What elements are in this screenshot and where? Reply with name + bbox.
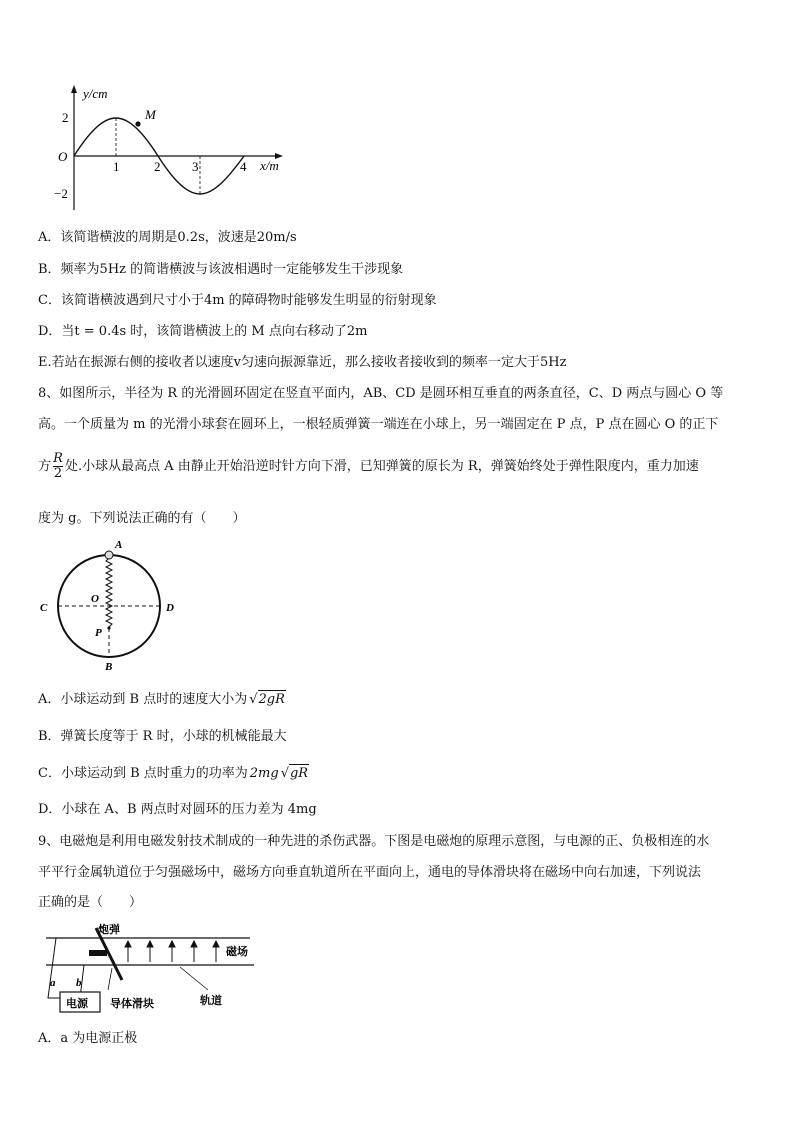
q8-stem-line4: 度为 g。下列说法正确的有（ ） [38, 511, 246, 526]
wire-a-label: a [50, 977, 56, 989]
q7-option-a: A．该简谐横波的周期是0.2s，波速是20m/s [38, 230, 297, 245]
q8-line3-rest: 处.小球从最高点 A 由静止开始沿逆时针方向下滑，已知弹簧的原长为 R，弹簧始终处于弹性限度内，重力加速 [65, 458, 699, 474]
q9-stem-line1: 9、电磁炮是利用电磁发射技术制成的一种先进的杀伤武器。下图是电磁炮的原理示意图，与电源的正、负极相连的水 [38, 834, 710, 849]
q9-option-a: A．a 为电源正极 [38, 1031, 138, 1046]
q7-option-b: B．频率为5Hz 的简谐横波与该波相遇时一定能够发生干涉现象 [38, 262, 404, 277]
fraction [53, 452, 63, 481]
q7-option-d: D．当t = 0.4s 时，该简谐横波上的 M 点向右移动了2m [38, 324, 368, 339]
label-b: B [105, 661, 113, 672]
wire-a [48, 938, 60, 998]
x-tick-4: 4 [240, 159, 247, 174]
ring-diagram [36, 536, 186, 672]
fraction-denominator: 2 [53, 466, 63, 481]
q8-option-c [38, 764, 309, 783]
label-c: C [40, 602, 48, 614]
y-axis-arrow [71, 85, 77, 93]
q8-option-d: D．小球在 A、B 两点时对圆环的压力差为 4mg [38, 802, 317, 817]
sqrt-symbol: √ [280, 765, 289, 781]
label-a: A [115, 539, 123, 551]
point-m [135, 121, 140, 126]
q9-stem-line3: 正确的是（ ） [38, 895, 143, 910]
q8-option-a-radicand: 2gR [258, 692, 285, 707]
q7-option-e: E.若站在振源右侧的接收者以速度v匀速向振源靠近，那么接收者接收到的频率一定大于5Hz [38, 355, 567, 370]
q8-option-b: B．弹簧长度等于 R 时，小球的机械能最大 [38, 729, 287, 744]
q8-option-c-coef: 2mg [249, 765, 279, 781]
wave-graph [50, 82, 300, 212]
label-p: P [95, 627, 102, 639]
rail-leader [180, 967, 208, 990]
y-axis-label: y/cm [83, 86, 108, 101]
label-d: D [166, 602, 174, 614]
q8-stem-line3 [38, 452, 699, 481]
q8-stem-line1: 8、如图所示，半径为 R 的光滑圆环固定在竖直平面内，AB、CD 是圆环相互垂直的两条直径，C、D 两点与圆心 O 等 [38, 386, 724, 401]
slider-label: 导体滑块 [110, 997, 154, 1010]
slider-leader [108, 968, 112, 990]
q7-option-c: C．该简谐横波遇到尺寸小于4m 的障碍物时能够发生明显的衍射现象 [38, 293, 437, 308]
q9-stem-line2: 平平行金属轨道位于匀强磁场中，磁场方向垂直轨道所在平面向上，通电的导体滑块将在磁场中向右加速，下列说法 [38, 865, 702, 880]
origin-label: O [58, 149, 68, 164]
q8-stem-line2: 高。一个质量为 m 的光滑小球套在圆环上，一根轻质弹簧一端连在小球上，另一端固定在 P 点，P 点在圆心 O 的正下 [38, 417, 719, 432]
power-source-label: 电源 [66, 997, 88, 1010]
y-tick-neg2: −2 [54, 186, 68, 201]
ball [105, 551, 113, 559]
spring [106, 558, 112, 627]
shell-label: 炮弹 [98, 923, 120, 936]
x-tick-1: 1 [113, 159, 120, 174]
x-axis-label: x/m [260, 158, 279, 173]
fraction-numerator: R [53, 451, 63, 466]
field-arrows [125, 941, 219, 962]
q8-option-a-text: A．小球运动到 B 点时的速度大小为 [38, 691, 248, 707]
q8-option-c-radicand: gR [289, 766, 309, 781]
q8-option-a [38, 690, 286, 709]
x-tick-3: 3 [192, 159, 199, 174]
label-o: O [91, 593, 99, 605]
x-tick-2: 2 [154, 159, 161, 174]
q8-option-c-text: C．小球运动到 B 点时重力的功率为 [38, 765, 248, 781]
rail-label: 轨道 [200, 994, 222, 1007]
q8-line3-prefix: 方 [38, 458, 52, 474]
sqrt-symbol: √ [249, 691, 258, 707]
field-label: 磁场 [226, 945, 248, 958]
wire-b-label: b [76, 977, 82, 989]
railgun-diagram [40, 920, 265, 1020]
point-m-label: M [145, 107, 156, 122]
projectile [89, 950, 107, 956]
y-tick-2: 2 [62, 110, 69, 125]
point-p [107, 626, 110, 629]
